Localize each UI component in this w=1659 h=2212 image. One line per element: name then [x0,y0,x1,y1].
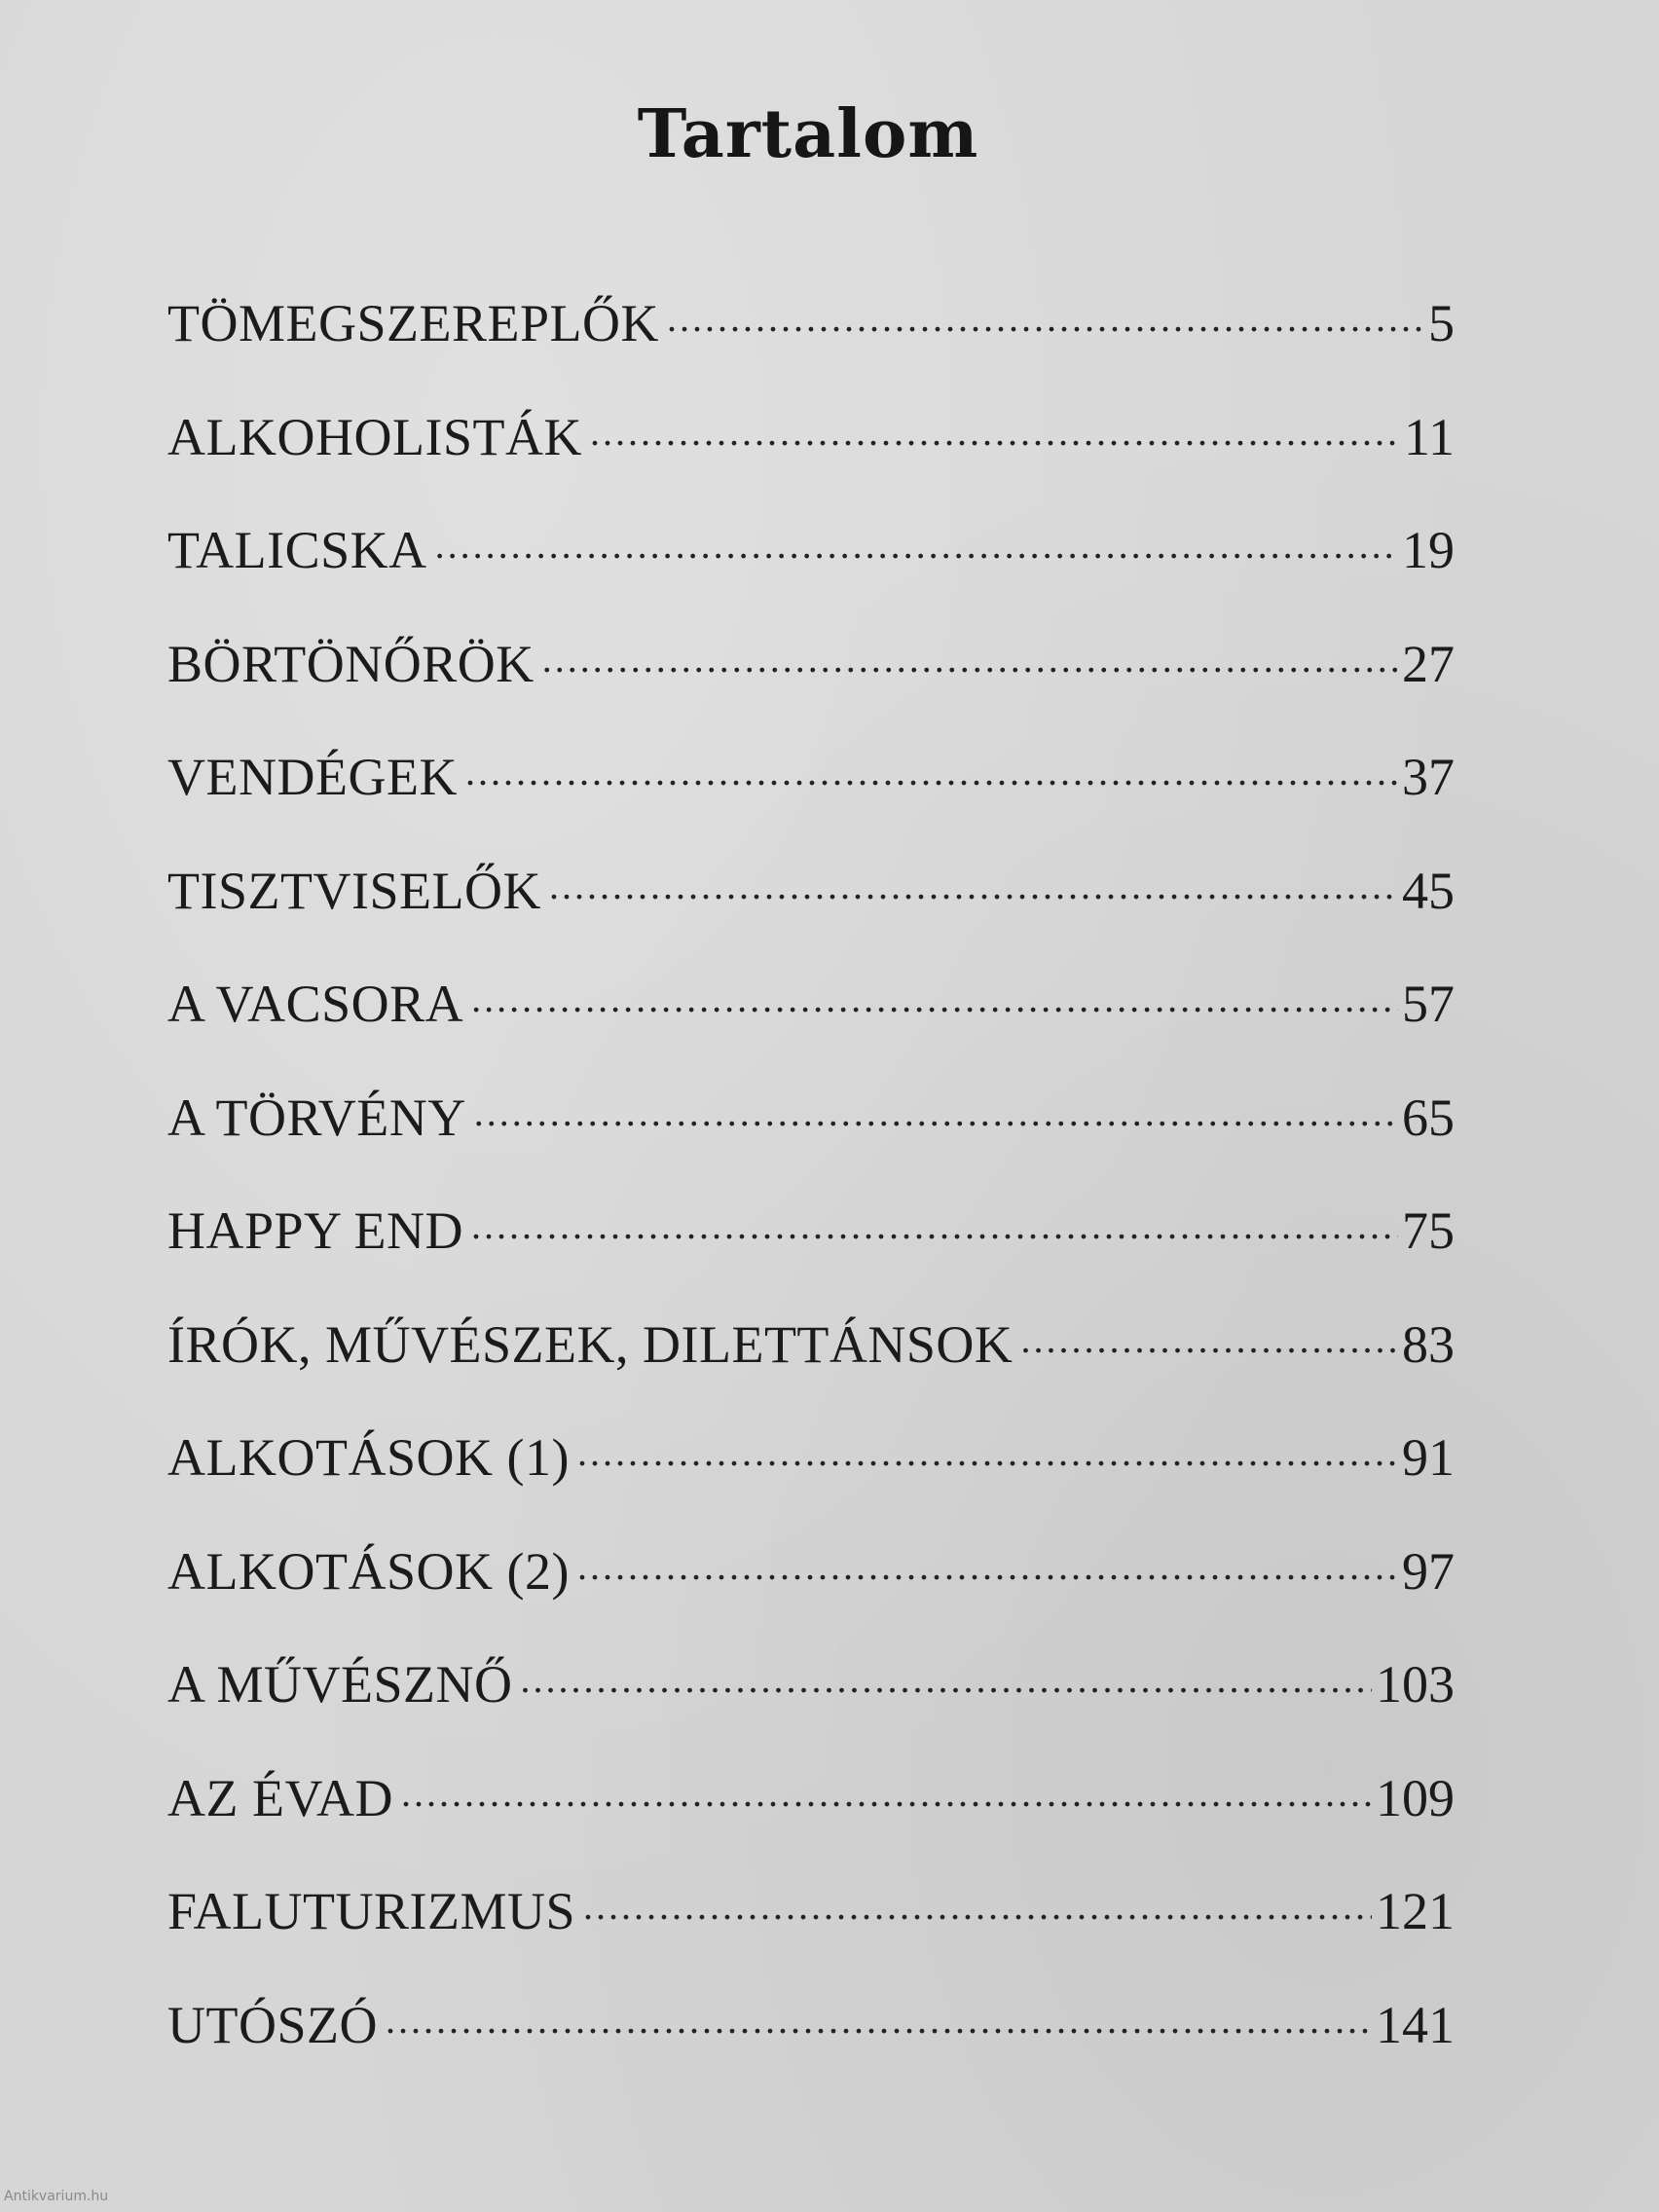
toc-entry [167,1530,1455,1644]
toc-entry-title: TISZTVISELŐK [167,861,541,920]
toc-entry [167,963,1455,1077]
toc-entry [167,1870,1455,1984]
toc-entry-page: 97 [1402,1541,1455,1601]
dot-leader [667,282,1421,341]
toc-entry-title: A VACSORA [167,975,464,1033]
dot-leader [549,850,1398,908]
toc-entry-page: 27 [1402,634,1455,693]
toc-entry-title: AZ ÉVAD [167,1768,393,1827]
toc-entry [167,1984,1455,2098]
toc-entry-title: ÍRÓK, MŰVÉSZEK, DILETTÁNSOK [167,1314,1014,1374]
toc-entry-title: VENDÉGEK [167,748,458,806]
toc-entry [167,1757,1455,1871]
toc-entry-title: ALKOHOLISTÁK [167,407,582,466]
toc-entry-title: BÖRTÖNŐRÖK [167,634,535,693]
toc-entry-title: HAPPY END [167,1201,464,1260]
dot-leader [590,396,1400,455]
toc-entry-page: 141 [1376,1995,1455,2054]
dot-leader [401,1757,1372,1816]
toc-entry-page: 45 [1402,861,1455,920]
table-of-contents [167,282,1455,2097]
toc-entry-page: 57 [1402,975,1455,1033]
toc-entry-title: A MŰVÉSZNŐ [167,1655,513,1714]
toc-entry-title: ALKOTÁSOK (2) [167,1541,570,1601]
toc-entry [167,396,1455,510]
toc-entry-page: 11 [1404,407,1455,466]
toc-entry [167,1304,1455,1418]
toc-entry-page: 65 [1402,1088,1455,1147]
toc-entry [167,623,1455,737]
toc-entry-page: 103 [1376,1655,1455,1714]
page-title: Tartalom [637,94,979,173]
toc-entry-page: 75 [1402,1201,1455,1260]
watermark: Antikvarium.hu [4,2189,109,2204]
dot-leader [577,1530,1398,1589]
toc-entry-page: 83 [1402,1314,1455,1374]
toc-entry [167,1077,1455,1191]
toc-entry-title: TÖMEGSZEREPLŐK [167,294,659,352]
dot-leader [521,1643,1372,1702]
toc-entry [167,1643,1455,1757]
dot-leader [474,1077,1398,1135]
toc-entry-title: A TÖRVÉNY [167,1088,466,1147]
toc-entry-title: UTÓSZÓ [167,1995,378,2054]
toc-entry [167,736,1455,850]
dot-leader [471,1190,1398,1248]
toc-entry [167,509,1455,623]
toc-entry-page: 121 [1376,1882,1455,1940]
toc-entry [167,282,1455,396]
toc-entry [167,1190,1455,1304]
toc-entry [167,850,1455,964]
toc-entry-page: 109 [1376,1768,1455,1827]
toc-entry [167,1417,1455,1530]
dot-leader [542,623,1398,682]
dot-leader [577,1417,1398,1475]
dot-leader [435,509,1398,568]
toc-entry-title: TALICSKA [167,521,427,579]
dot-leader [583,1870,1372,1929]
dot-leader [471,963,1398,1021]
toc-entry-page: 19 [1402,521,1455,579]
dot-leader [386,1984,1372,2043]
toc-entry-page: 37 [1402,748,1455,806]
toc-entry-title: ALKOTÁSOK (1) [167,1428,570,1487]
dot-leader [1020,1304,1398,1362]
toc-entry-page: 5 [1428,294,1455,352]
toc-entry-title: FALUTURIZMUS [167,1882,576,1940]
toc-entry-page: 91 [1402,1428,1455,1487]
dot-leader [465,736,1398,794]
